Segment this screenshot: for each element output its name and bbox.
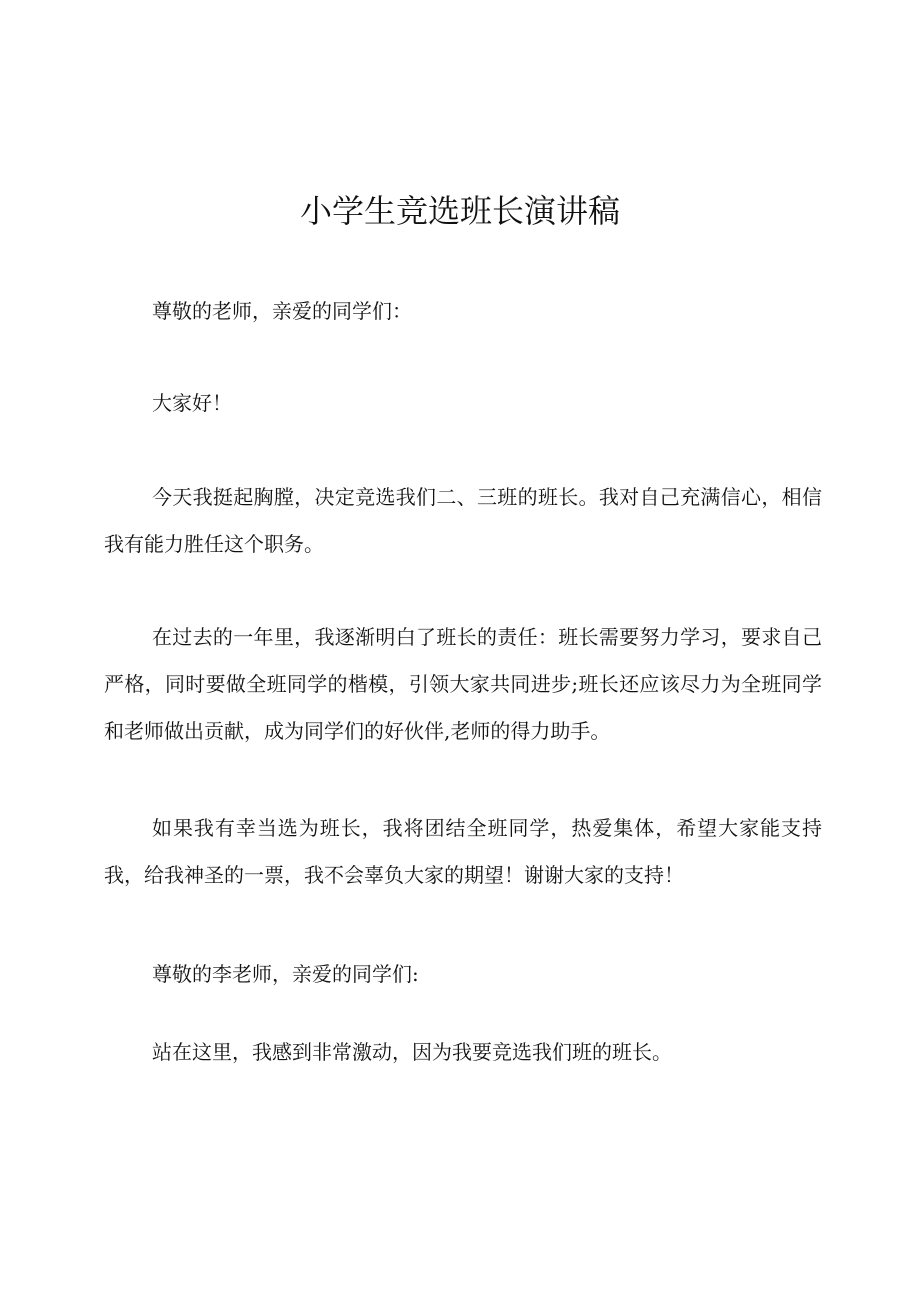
paragraph-second-intro: 站在这里，我感到非常激动，因为我要竞选我们班的班长。 <box>152 1040 672 1064</box>
paragraph-hello: 大家好！ <box>152 391 232 415</box>
paragraph-promise: 如果我有幸当选为班长，我将团结全班同学，热爱集体，希望大家能支持我，给我神圣的一票，我不会辜负大家的期望！谢谢大家的支持！ <box>104 816 822 887</box>
paragraph-greeting: 尊敬的老师，亲爱的同学们： <box>152 299 412 323</box>
paragraph-intro: 今天我挺起胸膛，决定竞选我们二、三班的班长。我对自己充满信心，相信我有能力胜任这个职务。 <box>104 485 822 556</box>
paragraph-second-greeting: 尊敬的李老师，亲爱的同学们: <box>152 962 419 986</box>
document-title: 小学生竞选班长演讲稿 <box>299 192 620 230</box>
paragraph-responsibility: 在过去的一年里，我逐渐明白了班长的责任：班长需要努力学习，要求自己严格，同时要做全班同学的楷模，引领大家共同进步;班长还应该尽力为全班同学和老师做出贡献，成为同学们的好伙伴,老师的得力助手。 <box>104 625 822 743</box>
